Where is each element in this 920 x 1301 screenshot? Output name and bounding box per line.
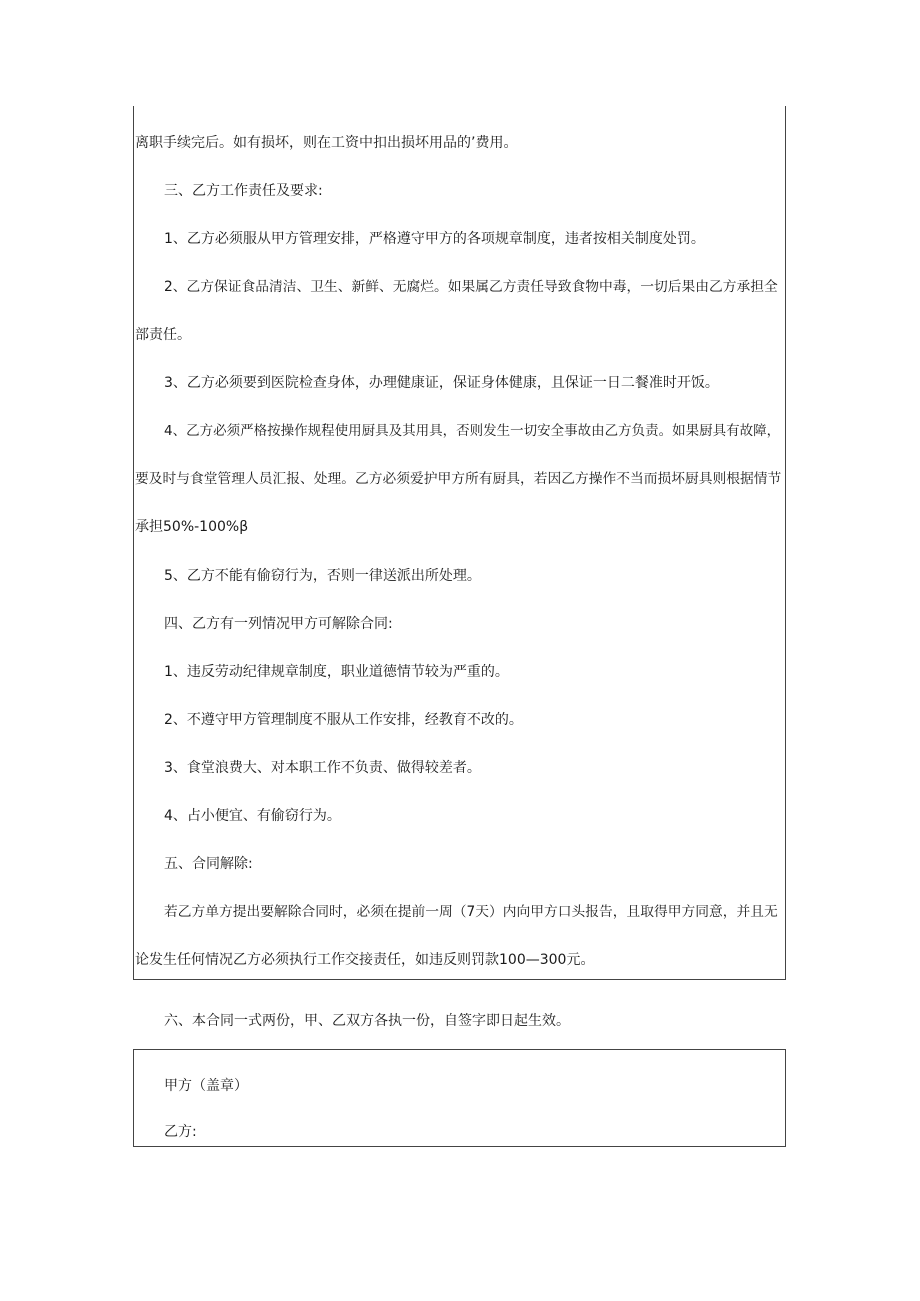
party-b-signature-label: 乙方: xyxy=(164,1124,197,1140)
section-3-heading: 三、乙方工作责任及要求: xyxy=(164,183,323,199)
section-4-item-2: 2、不遵守甲方管理制度不服从工作安排，经教育不改的。 xyxy=(164,712,523,728)
section-3-item-3: 3、乙方必须要到医院检查身体，办理健康证，保证身体健康，且保证一日二餐准时开饭。 xyxy=(164,375,719,391)
section-4-item-1: 1、违反劳动纪律规章制度，职业道德情节较为严重的。 xyxy=(164,664,509,680)
section-5-heading: 五、合同解除: xyxy=(164,856,253,872)
section-3-item-4-line-3: 承担50%-100%β xyxy=(135,519,249,535)
section-4-heading: 四、乙方有一列情况甲方可解除合同: xyxy=(164,616,393,632)
section-3-item-2-line-1: 2、乙方保证食品清洁、卫生、新鲜、无腐烂。如果属乙方责任导致食物中毒，一切后果由乙方承担全 xyxy=(164,279,778,295)
section-5-text-line-2: 论发生任何情况乙方必须执行工作交接责任，如违反则罚款100—300元。 xyxy=(135,952,595,968)
section-3-item-2-line-2: 部责任。 xyxy=(135,327,191,343)
paragraph-continuation: 离职手续完后。如有损坏，则在工资中扣出损坏用品的’费用。 xyxy=(135,135,518,151)
section-4-item-3: 3、食堂浪费大、对本职工作不负责、做得较差者。 xyxy=(164,760,481,776)
section-6-text: 六、本合同一式两份，甲、乙双方各执一份，自签字即日起生效。 xyxy=(164,1013,570,1029)
section-5-text-line-1: 若乙方单方提出要解除合同时，必须在提前一周（7天）内向甲方口头报告，且取得甲方同意，并且无 xyxy=(164,904,778,920)
section-4-item-4: 4、占小便宜、有偷窃行为。 xyxy=(164,808,341,824)
signature-box xyxy=(133,1049,786,1147)
section-3-item-5: 5、乙方不能有偷窃行为，否则一律送派出所处理。 xyxy=(164,568,481,584)
party-a-signature-label: 甲方（盖章） xyxy=(164,1078,248,1094)
section-3-item-4-line-2: 要及时与食堂管理人员汇报、处理。乙方必须爱护甲方所有厨具，若因乙方操作不当而损坏厨具则根据情节 xyxy=(135,471,782,487)
section-3-item-1: 1、乙方必须服从甲方管理安排，严格遵守甲方的各项规章制度，违者按相关制度处罚。 xyxy=(164,231,705,247)
section-3-item-4-line-1: 4、乙方必须严格按操作规程使用厨具及其用具，否则发生一切安全事故由乙方负责。如果厨具有故障， xyxy=(164,423,781,439)
